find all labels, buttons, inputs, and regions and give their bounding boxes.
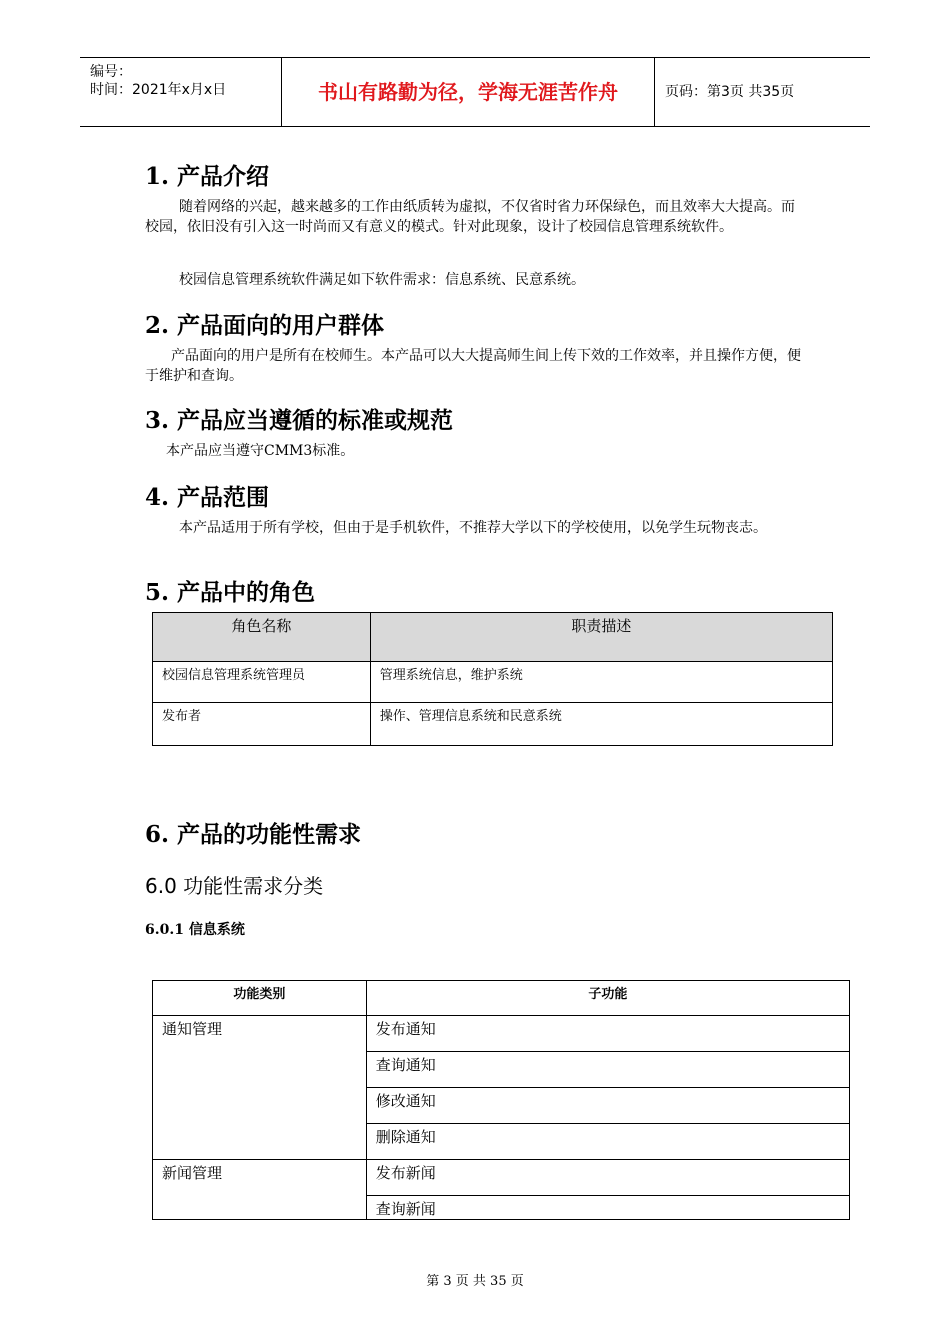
page-header bbox=[80, 57, 870, 127]
header-page-info: 页码：第3页 共35页 bbox=[665, 84, 795, 100]
role-duty: 管理系统信息，维护系统 bbox=[370, 662, 832, 703]
sub-function: 发布通知 bbox=[366, 1016, 849, 1052]
function-header-sub: 子功能 bbox=[366, 981, 849, 1016]
table-row bbox=[153, 662, 833, 703]
page-footer: 第 3 页 共 35 页 bbox=[426, 1274, 524, 1289]
section-3-paragraph-1: 本产品应当遵守CMM3标准。 bbox=[166, 443, 355, 459]
section-2-paragraph-1: 产品面向的用户是所有在校师生。本产品可以大大提高师生间上传下效的工作效率，并且操作方便，便于维护和查询。 bbox=[145, 348, 801, 384]
roles-table-header bbox=[153, 613, 833, 662]
function-table bbox=[152, 980, 850, 1220]
function-category: 新闻管理 bbox=[153, 1160, 367, 1220]
section-1-paragraph-2: 校园信息管理系统软件满足如下软件需求：信息系统、民意系统。 bbox=[179, 272, 585, 288]
section-title-6: 6. 产品的功能性需求 bbox=[145, 821, 362, 848]
roles-header-name: 角色名称 bbox=[153, 613, 371, 662]
time-label: 时间：2021年x月x日 bbox=[90, 82, 227, 98]
function-table-header bbox=[153, 981, 850, 1016]
section-title-5: 5. 产品中的角色 bbox=[145, 579, 316, 606]
sub-function: 发布新闻 bbox=[366, 1160, 849, 1196]
header-motto: 书山有路勤为径，学海无涯苦作舟 bbox=[282, 58, 655, 126]
section-title-4: 4. 产品范围 bbox=[145, 484, 270, 511]
section-title-2: 2. 产品面向的用户群体 bbox=[145, 312, 385, 339]
role-duty: 操作、管理信息系统和民意系统 bbox=[370, 703, 832, 746]
table-row bbox=[153, 1160, 850, 1196]
sub-function: 查询新闻 bbox=[366, 1196, 849, 1220]
section-4-paragraph-1: 本产品适用于所有学校，但由于是手机软件，不推荐大学以下的学校使用，以免学生玩物丧志。 bbox=[179, 520, 767, 536]
roles-header-duty: 职责描述 bbox=[370, 613, 832, 662]
subsection-title-6-0: 6.0 功能性需求分类 bbox=[145, 874, 324, 898]
section-title-3: 3. 产品应当遵循的标准或规范 bbox=[145, 407, 454, 434]
table-row bbox=[153, 1016, 850, 1052]
table-row bbox=[153, 703, 833, 746]
sub-function: 修改通知 bbox=[366, 1088, 849, 1124]
role-name: 校园信息管理系统管理员 bbox=[153, 662, 371, 703]
roles-table bbox=[152, 612, 833, 746]
subsubsection-title-6-0-1: 6.0.1 信息系统 bbox=[145, 922, 245, 938]
header-meta bbox=[80, 58, 282, 126]
role-name: 发布者 bbox=[153, 703, 371, 746]
function-category: 通知管理 bbox=[153, 1016, 367, 1160]
section-1-paragraph-1: 随着网络的兴起，越来越多的工作由纸质转为虚拟，不仅省时省力环保绿色，而且效率大大提高。而校园，依旧没有引入这一时尚而又有意义的模式。针对此现象，设计了校园信息管理系统软件。 bbox=[145, 199, 795, 235]
function-header-category: 功能类别 bbox=[153, 981, 367, 1016]
section-title-1: 1. 产品介绍 bbox=[145, 163, 270, 190]
sub-function: 查询通知 bbox=[366, 1052, 849, 1088]
number-label: 编号： bbox=[90, 64, 132, 80]
sub-function: 删除通知 bbox=[366, 1124, 849, 1160]
